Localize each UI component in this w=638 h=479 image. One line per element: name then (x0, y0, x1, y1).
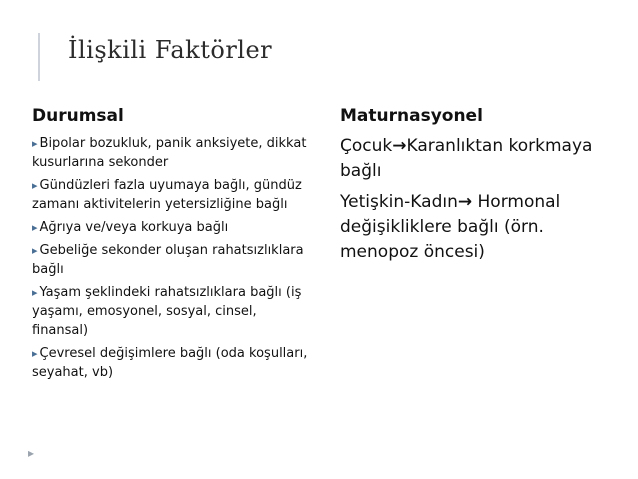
left-column-heading: Durumsal (32, 106, 124, 126)
bullet-icon: ▸ (32, 221, 38, 234)
title-accent-line (38, 33, 40, 81)
list-item-text: Yaşam şeklindeki rahatsızlıklara bağlı (iş yaşamı, emosyonel, sosyal, cinsel, finansal) (32, 285, 302, 338)
slide-title: İlişkili Faktörler (68, 36, 273, 64)
list-item-text: Bipolar bozukluk, panik anksiyete, dikkat kusurlarına sekonder (32, 136, 307, 170)
item-description: Karanlıktan korkmaya bağlı (340, 136, 593, 181)
list-item (32, 176, 312, 214)
list-item-text: Gündüzleri fazla uyumaya bağlı, gündüz zamanı aktivitelerin yetersizliğine bağlı (32, 178, 302, 212)
item-description: Hormonal değişikliklere bağlı (örn. menopoz öncesi) (340, 192, 561, 262)
left-column-list (32, 134, 312, 382)
list-item (32, 241, 312, 279)
list-item (32, 344, 312, 382)
right-column-heading: Maturnasyonel (340, 106, 483, 126)
right-column (340, 106, 618, 271)
list-item (32, 218, 312, 237)
item-subject: Çocuk (340, 136, 393, 156)
bullet-icon: ▸ (32, 347, 38, 360)
list-item-text: Çevresel değişimlere bağlı (oda koşulları, seyahat, vb) (32, 346, 308, 380)
bullet-icon: ▸ (32, 244, 38, 257)
list-item (32, 134, 312, 172)
maturational-item-adult-woman (340, 190, 618, 265)
item-subject: Yetişkin-Kadın (340, 192, 458, 212)
maturational-item-child (340, 134, 618, 184)
bullet-icon: ▸ (32, 286, 38, 299)
bullet-icon: ▸ (32, 179, 38, 192)
arrow-right-icon: → (457, 192, 473, 212)
list-item (32, 283, 312, 340)
bullet-icon: ▸ (32, 137, 38, 150)
arrow-right-icon: → (392, 136, 407, 156)
nav-arrow-icon[interactable]: ▸ (28, 446, 35, 460)
list-item-text: Gebeliğe sekonder oluşan rahatsızlıklara bağlı (32, 243, 304, 277)
left-column (32, 106, 312, 386)
list-item-text: Ağrıya ve/veya korkuya bağlı (39, 220, 229, 235)
